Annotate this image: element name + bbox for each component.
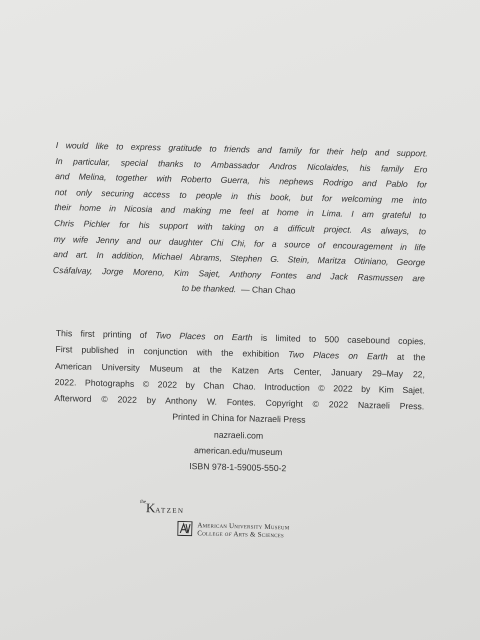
- colophon-text: at the: [387, 351, 426, 363]
- colophon-text: This first printing of: [55, 327, 156, 341]
- college-name-pre: College: [197, 529, 225, 538]
- isbn: ISBN 978-1-59005-550-2: [189, 461, 287, 474]
- museum-website: american.edu/museum: [193, 445, 283, 458]
- ack-line: not only securing access to people in this book, but for welcoming me into: [54, 186, 427, 206]
- signoff-author: — Chan Chao: [240, 284, 296, 296]
- acknowledgements-paragraph: [52, 138, 427, 302]
- american-university-seal-icon: [177, 521, 192, 536]
- katzen-logo-the: the: [139, 500, 147, 506]
- ack-line: and Melina, together with Roberto Guerra, his nephews Rodrigo and Pablo for: [55, 171, 428, 190]
- katzen-logo-rest: ATZEN: [155, 506, 185, 516]
- college-name-post: Arts & Sciences: [231, 530, 285, 540]
- katzen-logo: [140, 500, 185, 517]
- college-name-of: of: [224, 529, 232, 539]
- ack-line: my wife Jenny and our daughter Chi Chi, for a source of encouragement in life: [53, 233, 426, 252]
- ack-line: I would like to express gratitude to friends and family for their help and support.: [55, 139, 428, 159]
- ack-line: their home in Nicosia and making me feel at home in Lima. I am grateful to: [54, 202, 427, 221]
- printed-in-line: Printed in China for Nazraeli Press: [172, 412, 306, 426]
- ack-line: In particular, special thanks to Ambassador Andros Nicolaides, his family Ero: [55, 155, 428, 175]
- colophon-line: 2022. Photographs © 2022 by Chan Chao. Introduction © 2022 by Kim Sajet.: [54, 376, 425, 396]
- ack-line: Csáfalvay, Jorge Moreno, Kim Sajet, Anthony Fontes and Jack Rasmussen are: [52, 264, 426, 284]
- colophon-line: Afterword © 2022 by Anthony W. Fontes. Copyright © 2022 Nazraeli Press.: [54, 393, 425, 412]
- publisher-website: nazraeli.com: [213, 429, 264, 441]
- colophon-text: is limited to 500 casebound copies.: [252, 332, 426, 347]
- colophon: [53, 325, 426, 480]
- american-university-museum-wordmark: [197, 521, 289, 539]
- exhibition-title: Two Places on Earth: [288, 349, 388, 362]
- ack-closing-text: to be thanked.: [181, 283, 237, 295]
- museum-name: American University Museum: [197, 521, 290, 532]
- colophon-line: American University Museum at the Katzen Arts Center, January 29–May 22,: [54, 360, 426, 379]
- college-name: [197, 529, 289, 539]
- colophon-text: First published in conjunction with the exhibition: [55, 344, 289, 360]
- book-title: Two Places on Earth: [155, 330, 253, 343]
- publisher-logos: [139, 500, 330, 550]
- ack-line: and art. In addition, Michael Abrams, Stephen G. Stein, Maritza Otiniano, George: [53, 249, 426, 268]
- ack-line: Chris Pichler for his support with taking on a difficult project. As always, to: [53, 217, 427, 237]
- katzen-logo-k: K: [145, 500, 156, 516]
